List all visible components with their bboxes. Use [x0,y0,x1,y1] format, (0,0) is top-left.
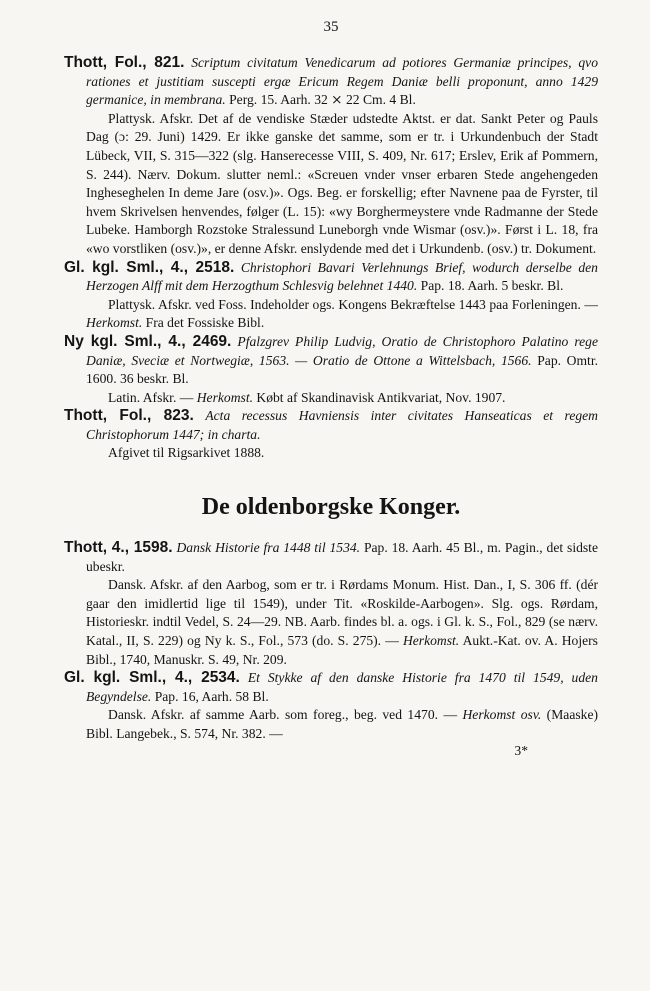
physical-description: Pap. Omtr. 1600. 36 beskr. Bl. [86,352,599,387]
physical-description: Pap. 16, Aarh. 58 Bl. [154,688,269,704]
entry-body-paragraph [64,389,598,408]
shelfmark: Gl. kgl. Sml., 4., 2534. [64,669,240,687]
shelfmark: Thott, 4., 1598. [64,539,173,557]
physical-description: Pap. 18. Aarh. 45 Bl., m. Pagin., det sidste ubeskr. [86,540,598,574]
entry-body-paragraph [64,296,598,333]
catalog-entry [64,669,598,743]
entry-body-paragraph [64,576,598,669]
entry-body-text: Plattysk. Afskr. Det af de vendiske Stæder udstedte Aktst. er dat. Sankt Peter og Pauls Dag (ɔ: 29. Juni) 1429. Er ikke ganske det samme, som er tr. i Urkundenbuch der Stadt Lübeck, VII, S. 315—322 (slg. Hanserecesse VIII, S. 409, Nr. 617; Erslev, Erik af Pommern, S. 244). Nærv. Dokum. slutter neml.: «Screuen vnder vnser erbaren Stede angehengeden Ingheseghelen In deme Jare (osv.)». Ogs. Beg. er forskellig; efter Navnene paa de Fyrster, til hvem Skrivelsen henvendes, følger (L. 15): «wy Borghermeystere vnde Radmanne der Stede Lubeke. Hamborgh Rozstoke Stralessund Luneborgh vnde Wismar (osv.)». Først i L. 18, fra «wo vorstliken (osv.)», er denne Afskr. enslydende med det i Urkundenb. (osv.) tr. Dokument. [86,110,598,256]
provenance-label: Herkomst osv. [462,707,542,723]
signature-mark: 3* [514,742,528,758]
entry-title: Dansk Historie fra 1448 til 1534. [176,540,361,556]
physical-description: Perg. 15. Aarh. 32 ⨯ 22 Cm. 4 Bl. [229,92,416,108]
physical-description: Pap. 18. Aarh. 5 beskr. Bl. [420,278,564,294]
entry-title: Scriptum civitatum Venedicarum ad potiores Germaniæ principes, qvo rationes et justitiam suscepti ergæ Ericum Regem Daniæ belli proponunt, anno 1429 germanice, in membrana. [86,55,598,108]
catalog-entry [64,333,598,407]
entry-body-text: Aukt.-Kat. ov. A. Hojers Bibl., 1740, Manuskr. S. 49, Nr. 209. [86,633,598,667]
shelfmark: Ny kgl. Sml., 4., 2469. [64,332,232,350]
entry-body-text: Dansk. Afskr. af samme Aarb. som foreg., beg. ved 1470. — [108,707,463,723]
entry-heading-paragraph [64,54,598,110]
catalog-entry [64,54,598,259]
entry-heading-paragraph [64,539,598,576]
entry-body-text: Fra det Fossiske Bibl. [142,315,265,331]
entry-heading-paragraph [64,669,598,706]
entry-body-paragraph [64,444,598,463]
catalog-entry [64,259,598,333]
entries-section-1 [64,54,598,463]
entry-heading-paragraph [64,259,598,296]
page-number: 35 [323,19,339,35]
entry-body-text: Latin. Afskr. — [108,389,197,405]
provenance-label: Herkomst. [196,389,253,405]
entry-body-text: Købt af Skandinavisk Antikvariat, Nov. 1907. [253,389,506,405]
shelfmark: Gl. kgl. Sml., 4., 2518. [64,258,235,276]
shelfmark: Thott, Fol., 823. [64,407,194,425]
shelfmark: Thott, Fol., 821. [64,54,185,71]
entry-body-paragraph [64,110,598,259]
catalog-entry [64,407,598,463]
entry-body-paragraph [64,706,598,743]
entry-body-text: Dansk. Afskr. af den Aarbog, som er tr. i Rørdams Monum. Hist. Dan., I, S. 306 ff. (dér gaar den imidlertid lige til 1549), under Tit. «Roskilde-Aarbogen». Slg. ogs. Rørdam, Historieskr. indtil Vedel, S. 24—29. NB. Aarb. findes bl. a. ogs. i Gl. k. S., Fol., 829 (se nærv. Katal., II, S. 229) og Ny k. S., Fol., 573 (do. S. 275). — [86,577,598,649]
entry-heading-paragraph [64,407,598,444]
entry-body-text: Plattysk. Afskr. ved Foss. Indeholder ogs. Kongens Bekræftelse 1443 paa Forleningen. — [108,296,598,312]
entry-title: Et Stykke af den danske Historie fra 1470 til 1549, uden Begyndelse. [86,670,598,704]
provenance-label: Herkomst. [402,633,460,649]
entry-body-text: (Maaske) Bibl. Langebek., S. 574, Nr. 382. — [86,707,599,741]
entry-title: Pfalzgrev Philip Ludvig, Oratio de Christophoro Palatino rege Daniæ, Sveciæ et Nortwegiæ, 1563. — Oratio de Ottone a Wittelsbach, 1566. [86,333,598,368]
entry-title: Acta recessus Havniensis inter civitates Hanseaticas et regem Christophorum 1447; in charta. [86,408,598,442]
entry-title: Christophori Bavari Verlehnungs Brief, wodurch derselbe den Herzogen Alff mit dem Herzogthum Schlesvig belehnet 1440. [86,259,598,294]
catalog-entry [64,539,598,669]
entry-heading-paragraph [64,333,598,389]
entry-body-text: Afgivet til Rigsarkivet 1888. [108,445,265,461]
section-title: De oldenborgske Konger. [201,494,461,521]
provenance-label: Herkomst. [86,315,143,331]
entries-section-2 [64,539,598,744]
